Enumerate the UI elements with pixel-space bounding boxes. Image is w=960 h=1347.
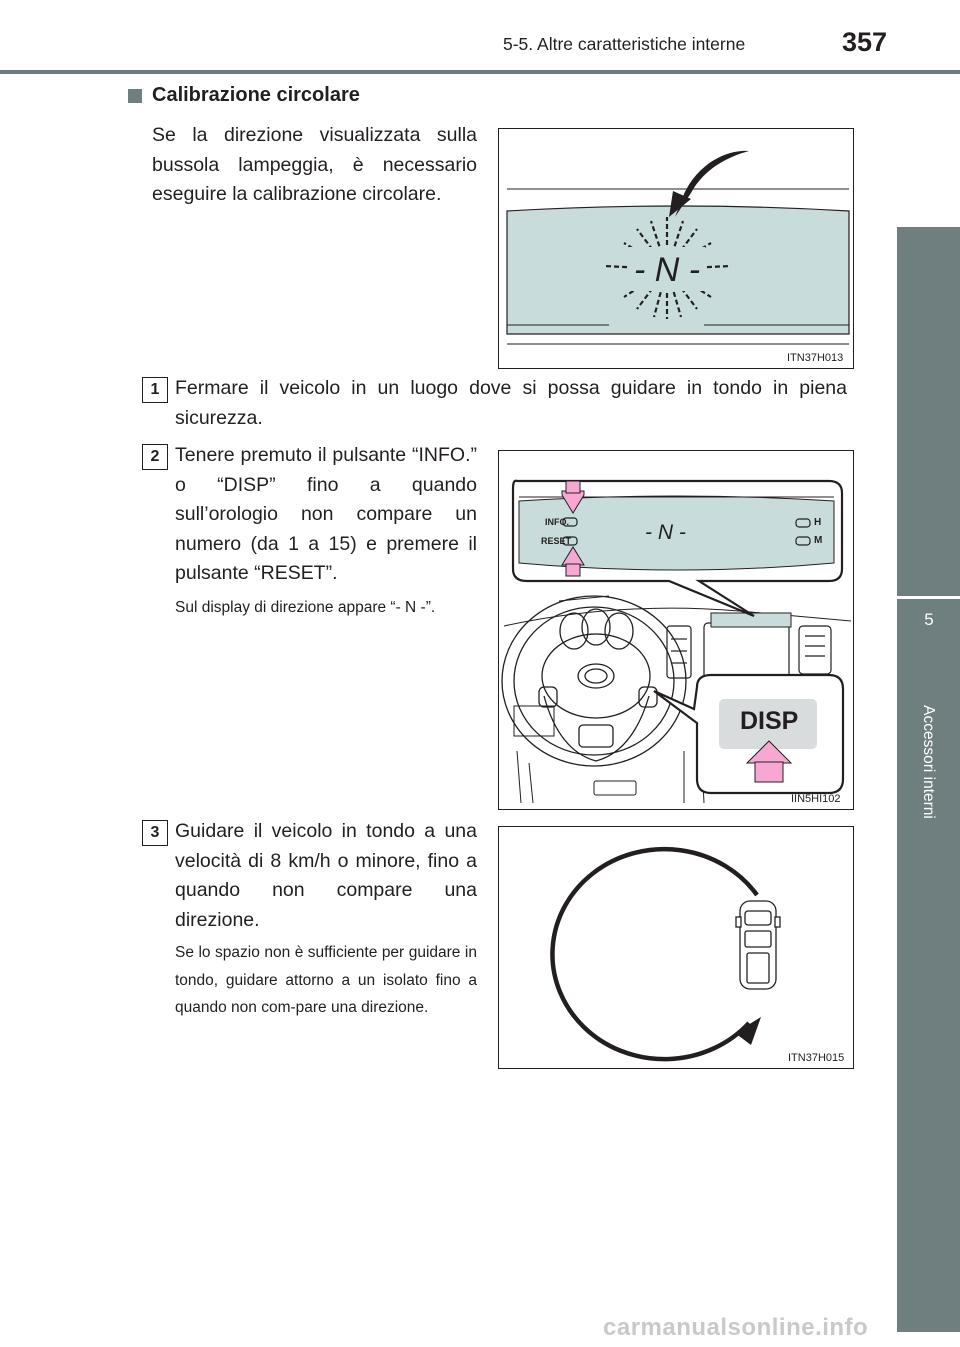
heading-bullet-icon xyxy=(128,89,142,103)
page-number: 357 xyxy=(842,27,888,57)
chapter-label: Accessori interni xyxy=(920,705,937,819)
figure-code: ITN37H015 xyxy=(788,1052,845,1064)
figure-code: IIN5HI102 xyxy=(791,793,841,805)
chapter-number: 5 xyxy=(924,610,934,629)
reset-button-label: RESET xyxy=(541,536,572,546)
circle-path-illustration xyxy=(499,827,853,1068)
intro-paragraph: Se la direzione visualizzata sulla bussola lampeggia, è necessario eseguire la calibrazione circolare. xyxy=(152,124,477,205)
dashboard-illustration xyxy=(499,451,853,809)
footer-watermark: carmanualsonline.info xyxy=(603,1314,869,1341)
figure-code: ITN37H013 xyxy=(787,352,844,364)
compass-display-figure xyxy=(498,128,854,369)
h-button-label: H xyxy=(814,517,822,528)
step-number-badge: 3 xyxy=(142,820,168,846)
section-heading: Calibrazione circolare xyxy=(152,84,360,106)
header-rule xyxy=(0,70,960,74)
step-text: Tenere premuto il pulsante “INFO.” o “DISP” fino a quando sull’orologio non compare un numero (da 1 a 15) e premere il pulsante “RESET”. xyxy=(175,444,477,584)
disp-button-label: DISP xyxy=(740,707,799,735)
step-number-badge: 2 xyxy=(142,444,168,470)
step-note: Sul display di direzione appare “- N -”. xyxy=(175,599,436,616)
section-title: 5-5. Altre caratteristiche interne xyxy=(503,34,746,54)
step-text: Fermare il veicolo in un luogo dove si possa guidare in tondo in piena sicurezza. xyxy=(175,377,847,429)
info-button-label: INFO. xyxy=(545,517,569,527)
step-note: Se lo spazio non è sufficiente per guidare in tondo, guidare attorno a un isolato fino a quando non com-pare una direzione. xyxy=(175,944,477,1016)
svg-text:- N -: - N - xyxy=(633,251,701,289)
m-button-label: M xyxy=(814,535,823,546)
side-tab-divider xyxy=(897,596,960,599)
step-number-badge: 1 xyxy=(142,377,168,403)
step-text: Guidare il veicolo in tondo a una velocità di 8 km/h o minore, fino a quando non compare una direzione. xyxy=(175,820,477,931)
compass-flash-illustration xyxy=(499,129,853,368)
circular-drive-figure xyxy=(498,826,854,1069)
direction-readout: - N - xyxy=(645,521,686,544)
info-reset-figure xyxy=(498,450,854,810)
